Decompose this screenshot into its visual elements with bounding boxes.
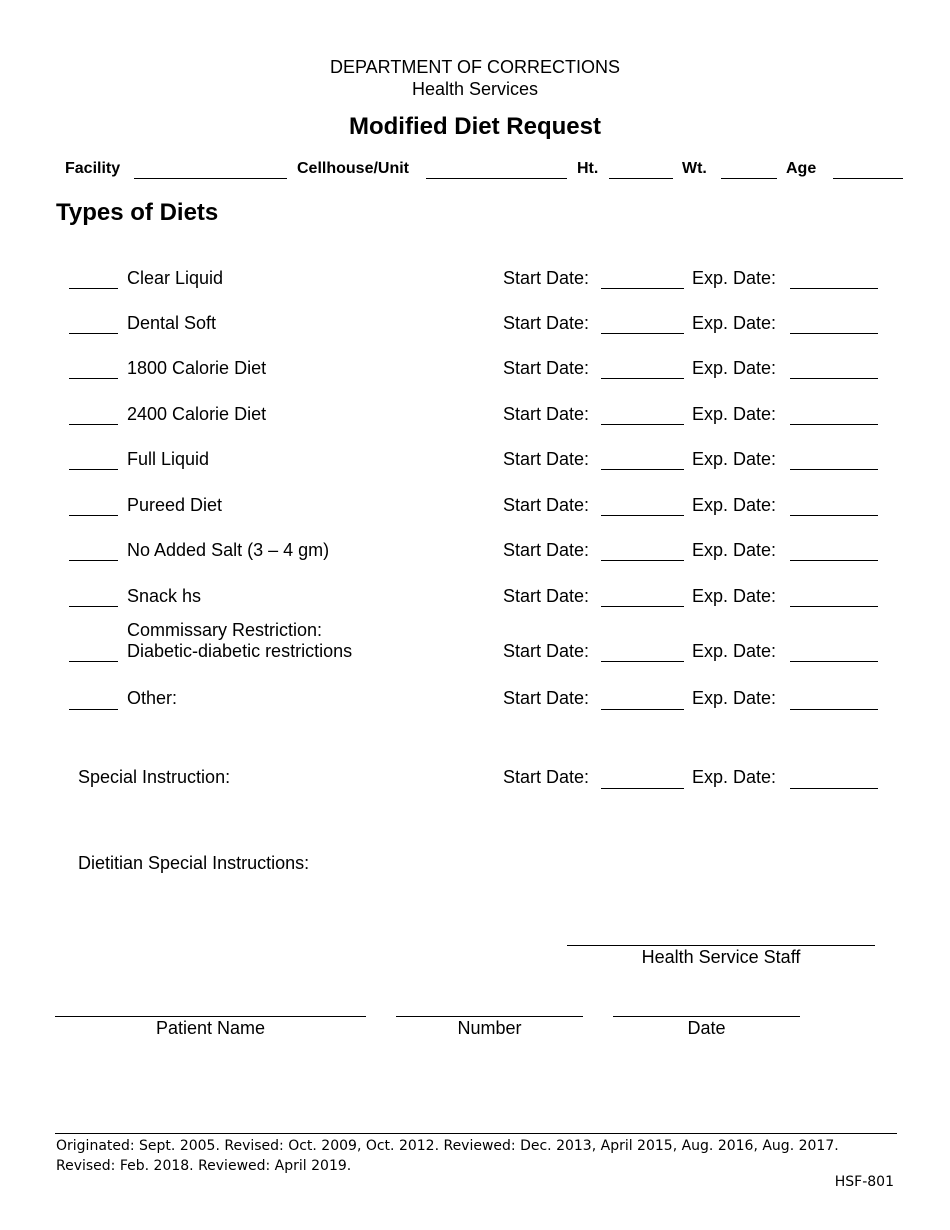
diet-check-blank[interactable]: [69, 606, 118, 607]
footer-divider: [55, 1133, 897, 1134]
exp-date-field[interactable]: [790, 788, 878, 789]
diet-label: Pureed Diet: [127, 495, 223, 515]
section-title: Types of Diets: [56, 199, 219, 226]
diet-check-blank[interactable]: [69, 515, 118, 516]
start-date-label: Start Date:: [503, 688, 590, 708]
start-date-field[interactable]: [601, 661, 684, 662]
diet-check-blank[interactable]: [69, 333, 118, 334]
diet-label: Snack hs: [127, 586, 202, 606]
weight-label: Wt.: [682, 160, 707, 177]
diet-label: Other:: [127, 688, 178, 708]
number-label: Number: [457, 1018, 522, 1038]
exp-date-field[interactable]: [790, 661, 878, 662]
start-date-label: Start Date:: [503, 495, 590, 515]
start-date-label: Start Date:: [503, 586, 590, 606]
exp-date-label: Exp. Date:: [692, 540, 777, 560]
commissary-restriction-label: Commissary Restriction:: [127, 620, 323, 640]
division-name: Health Services: [411, 79, 539, 99]
age-label: Age: [786, 160, 817, 177]
exp-date-label: Exp. Date:: [692, 313, 777, 333]
diet-row: [0, 540, 950, 570]
exp-date-label: Exp. Date:: [692, 268, 777, 288]
diet-row: [0, 641, 950, 671]
diet-check-blank[interactable]: [69, 469, 118, 470]
height-label: Ht.: [577, 160, 599, 177]
facility-label: Facility: [65, 160, 121, 177]
exp-date-label: Exp. Date:: [692, 404, 777, 424]
date-line[interactable]: [613, 1016, 800, 1017]
exp-date-field[interactable]: [790, 378, 878, 379]
patient-name-label: Patient Name: [155, 1018, 266, 1038]
diet-row: [0, 313, 950, 343]
diet-check-blank[interactable]: [69, 288, 118, 289]
number-line[interactable]: [396, 1016, 583, 1017]
age-field[interactable]: [833, 178, 903, 179]
start-date-label: Start Date:: [503, 767, 590, 787]
exp-date-label: Exp. Date:: [692, 495, 777, 515]
exp-date-label: Exp. Date:: [692, 641, 777, 661]
exp-date-field[interactable]: [790, 424, 878, 425]
start-date-field[interactable]: [601, 515, 684, 516]
start-date-label: Start Date:: [503, 358, 590, 378]
cellhouse-label: Cellhouse/Unit: [297, 160, 410, 177]
diet-row: [0, 358, 950, 388]
diet-check-blank[interactable]: [69, 709, 118, 710]
department-name: DEPARTMENT OF CORRECTIONS: [329, 57, 621, 77]
start-date-field[interactable]: [601, 469, 684, 470]
start-date-field[interactable]: [601, 424, 684, 425]
exp-date-label: Exp. Date:: [692, 449, 777, 469]
diet-check-blank[interactable]: [69, 661, 118, 662]
diet-label: 1800 Calorie Diet: [127, 358, 267, 378]
special-instruction-label: Special Instruction:: [78, 767, 231, 787]
start-date-label: Start Date:: [503, 540, 590, 560]
exp-date-label: Exp. Date:: [692, 688, 777, 708]
diet-row: [0, 688, 950, 718]
start-date-field[interactable]: [601, 560, 684, 561]
start-date-field[interactable]: [601, 606, 684, 607]
exp-date-field[interactable]: [790, 709, 878, 710]
exp-date-label: Exp. Date:: [692, 358, 777, 378]
start-date-field[interactable]: [601, 333, 684, 334]
start-date-field[interactable]: [601, 378, 684, 379]
patient-name-line[interactable]: [55, 1016, 366, 1017]
diet-label: 2400 Calorie Diet: [127, 404, 267, 424]
exp-date-field[interactable]: [790, 560, 878, 561]
diet-label: No Added Salt (3 – 4 gm): [127, 540, 330, 560]
exp-date-field[interactable]: [790, 606, 878, 607]
diet-row: [0, 268, 950, 298]
height-field[interactable]: [609, 178, 673, 179]
start-date-field[interactable]: [601, 788, 684, 789]
diet-label: Dental Soft: [127, 313, 217, 333]
weight-field[interactable]: [721, 178, 777, 179]
start-date-field[interactable]: [601, 288, 684, 289]
diet-label: Clear Liquid: [127, 268, 224, 288]
diet-check-blank[interactable]: [69, 378, 118, 379]
special-instruction-row: [0, 767, 950, 797]
exp-date-label: Exp. Date:: [692, 767, 777, 787]
date-label: Date: [687, 1018, 726, 1038]
exp-date-field[interactable]: [790, 469, 878, 470]
start-date-label: Start Date:: [503, 449, 590, 469]
staff-signature-label: Health Service Staff: [641, 947, 801, 967]
diet-row: [0, 449, 950, 479]
exp-date-field[interactable]: [790, 288, 878, 289]
diet-check-blank[interactable]: [69, 424, 118, 425]
diet-label: Full Liquid: [127, 449, 210, 469]
start-date-label: Start Date:: [503, 268, 590, 288]
staff-signature-line[interactable]: [567, 945, 875, 946]
start-date-label: Start Date:: [503, 641, 590, 661]
diet-check-blank[interactable]: [69, 560, 118, 561]
cellhouse-field[interactable]: [426, 178, 567, 179]
exp-date-field[interactable]: [790, 515, 878, 516]
start-date-label: Start Date:: [503, 313, 590, 333]
diet-label: Diabetic-diabetic restrictions: [127, 641, 353, 661]
revision-history: Originated: Sept. 2005. Revised: Oct. 2009, Oct. 2012. Reviewed: Dec. 2013, April 2015, Aug. 2016, Aug. 2017. Revised: Feb. 2018. Reviewed: April 2019.: [56, 1138, 839, 1174]
form-title: Modified Diet Request: [348, 113, 601, 140]
exp-date-field[interactable]: [790, 333, 878, 334]
diet-row: [0, 586, 950, 616]
diet-row: [0, 404, 950, 434]
start-date-field[interactable]: [601, 709, 684, 710]
exp-date-label: Exp. Date:: [692, 586, 777, 606]
dietitian-instructions-label: Dietitian Special Instructions:: [78, 853, 310, 873]
diet-row: [0, 495, 950, 525]
start-date-label: Start Date:: [503, 404, 590, 424]
form-code: HSF-801: [834, 1174, 894, 1190]
facility-field[interactable]: [134, 178, 287, 179]
